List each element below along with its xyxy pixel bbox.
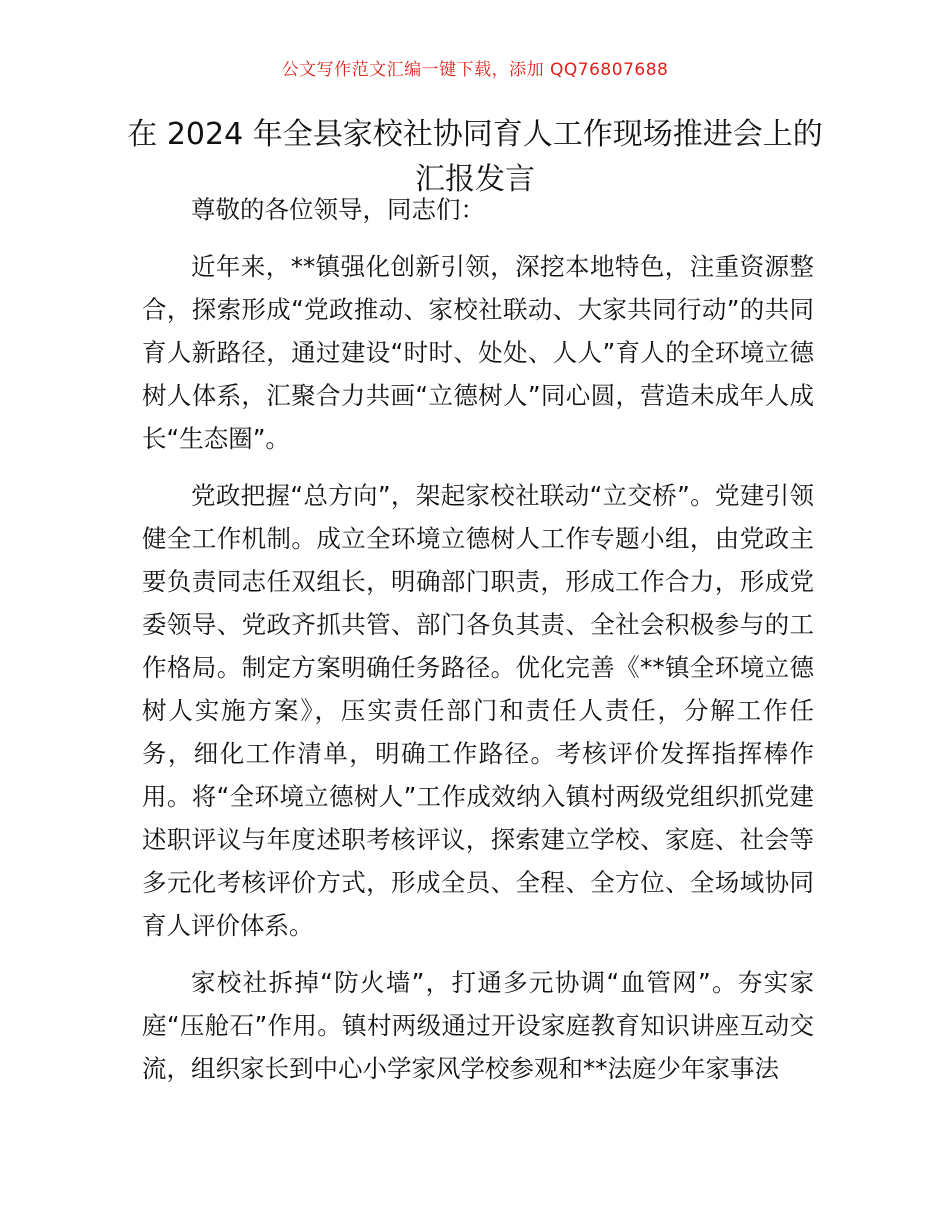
document-body: [142, 188, 814, 1104]
download-note: 公文写作范文汇编一键下载，添加 QQ76807688: [281, 60, 669, 80]
paragraph-2: 党政把握“总方向”，架起家校社联动“立交桥”。党建引领健全工作机制。成立全环境立德树人工作专题小组，由党政主要负责同志任双组长，明确部门职责，形成工作合力，形成党委领导、党政齐抓共管、部门各负其责、全社会积极参与的工作格局。制定方案明确任务路径。优化完善《**镇全环境立德树人实施方案》，压实责任部门和责任人责任，分解工作任务，细化工作清单，明确工作路径。考核评价发挥指挥棒作用。将“全环境立德树人”工作成效纳入镇村两级党组织抓党建述职评议与年度述职考核评议，探索建立学校、家庭、社会等多元化考核评价方式，形成全员、全程、全方位、全场域协同育人评价体系。: [142, 481, 814, 940]
paragraph-3: 家校社拆掉“防火墙”，打通多元协调“血管网”。夯实家庭“压舱石”作用。镇村两级通过开设家庭教育知识讲座互动交流，组织家长到中心小学家风学校参观和**法庭少年家事法: [142, 968, 814, 1083]
salutation: 尊敬的各位领导，同志们：: [191, 195, 485, 224]
paragraph-1: 近年来，**镇强化创新引领，深挖本地特色，注重资源整合，探索形成“党政推动、家校社联动、大家共同行动”的共同育人新路径，通过建设“时时、处处、人人”育人的全环境立德树人体系，汇聚合力共画“立德树人”同心圆，营造未成年人成长“生态圈”。: [142, 252, 814, 453]
document-title: 在 2024 年全县家校社协同育人工作现场推进会上的汇报发言: [127, 117, 823, 197]
